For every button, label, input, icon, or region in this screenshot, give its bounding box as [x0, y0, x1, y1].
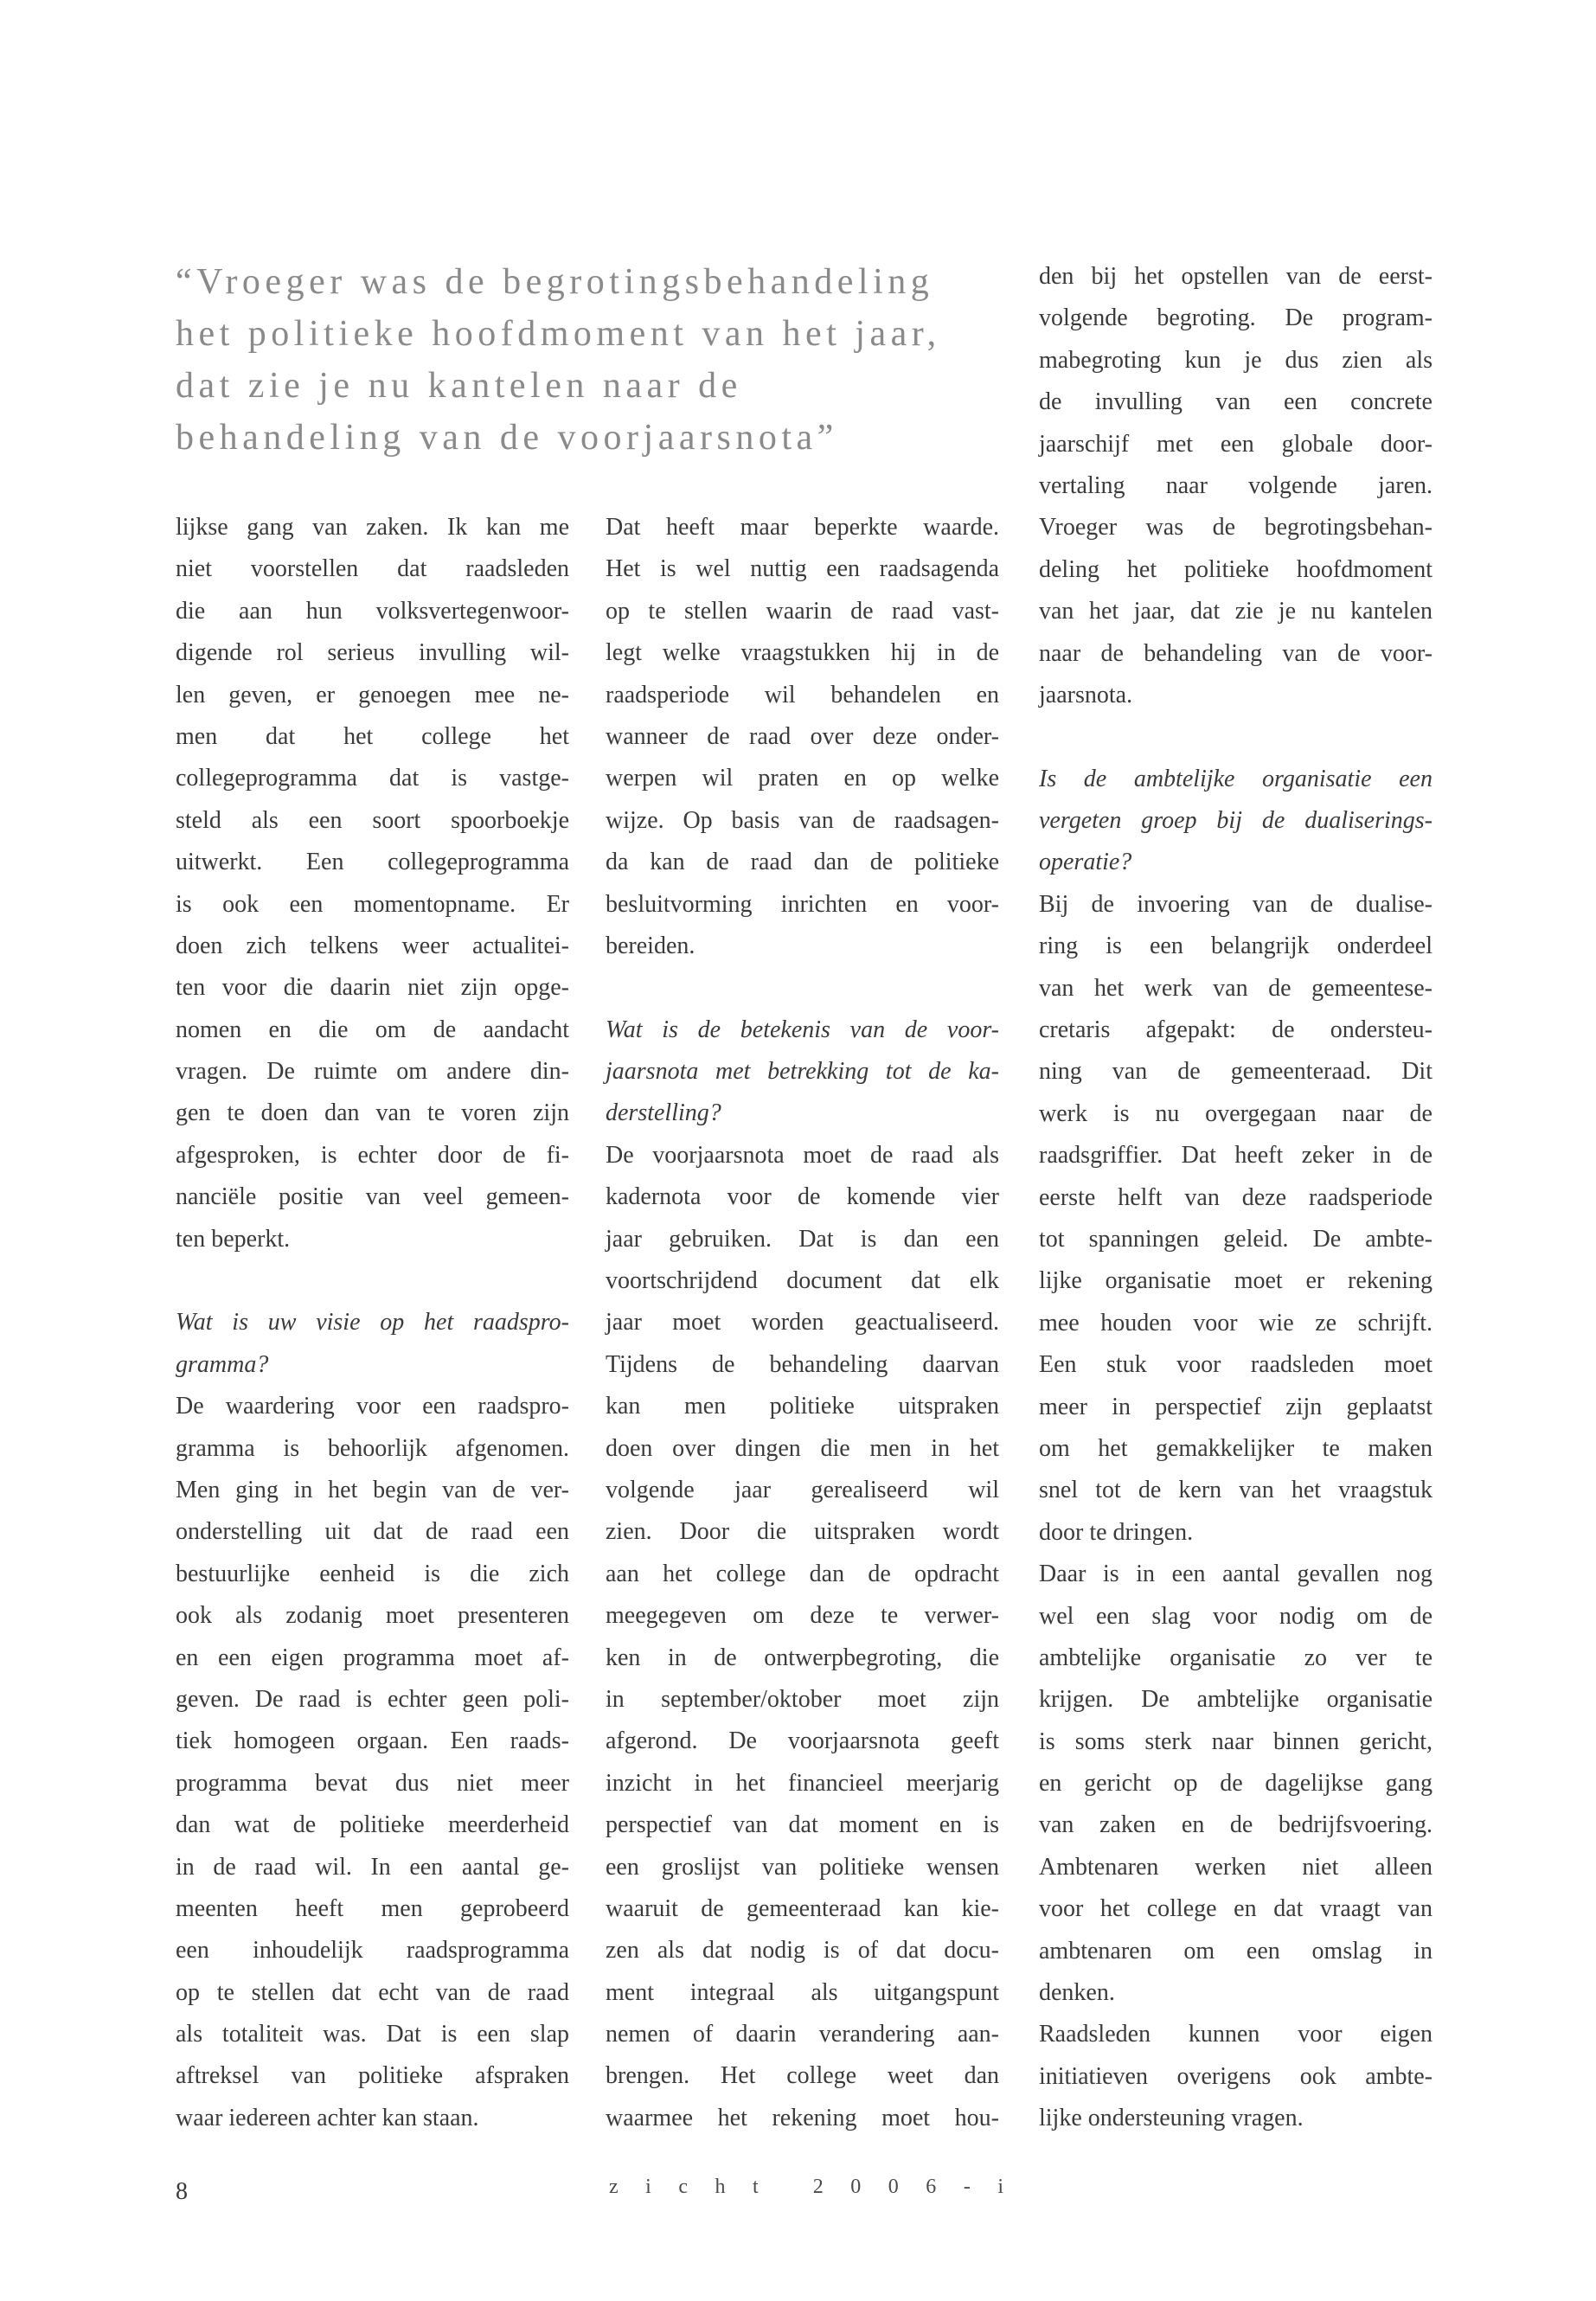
text-line: volgende begroting. De program- — [1039, 304, 1433, 332]
text-line: Men ging in het begin van de ver- — [176, 1476, 569, 1503]
text-line: inzicht in het financieel meerjarig — [606, 1769, 999, 1797]
pull-quote-line: het politieke hoofdmoment van het jaar, — [176, 314, 941, 354]
text-line: is ook een momentopname. Er — [176, 890, 569, 918]
text-line: len geven, er genoegen mee ne- — [176, 681, 569, 708]
footer-letter: i — [645, 2176, 651, 2198]
footer-letter: c — [678, 2176, 689, 2198]
text-line: ring is een belangrijk onderdeel — [1039, 933, 1433, 960]
text-column-3 — [1039, 256, 1433, 2140]
text-line: vertaling naar volgende jaren. — [1039, 471, 1433, 499]
text-line: Wat is de betekenis van de voor- — [606, 1016, 999, 1043]
paragraph — [176, 1386, 569, 2139]
text-line: Een stuk voor raadsleden moet — [1039, 1351, 1433, 1379]
text-line: De voorjaarsnota moet de raad als — [606, 1141, 999, 1169]
page-number: 8 — [176, 2178, 188, 2205]
footer-letter: - — [963, 2176, 971, 2198]
text-line: eerste helft van deze raadsperiode — [1039, 1183, 1433, 1211]
text-line: lijke organisatie moet er rekening — [1039, 1267, 1433, 1295]
text-line: doen zich telkens weer actualitei- — [176, 932, 569, 959]
text-line: afgesproken, is echter door de fi- — [176, 1141, 569, 1169]
text-line: gramma is behoorlijk afgenomen. — [176, 1434, 569, 1462]
text-line: doen over dingen die men in het — [606, 1434, 999, 1462]
text-line: aan het college dan de opdracht — [606, 1560, 999, 1587]
paragraph — [606, 507, 999, 967]
text-line: Ambtenaren werken niet alleen — [1039, 1853, 1433, 1881]
text-column-2 — [606, 507, 999, 2139]
text-line: wanneer de raad over deze onder- — [606, 722, 999, 750]
text-line: naar de behandeling van de voor- — [1039, 639, 1433, 667]
footer-letter: t — [753, 2176, 759, 2198]
text-line: wijze. Op basis van de raadsagen- — [606, 806, 999, 834]
text-line: aftreksel van politieke afspraken — [176, 2062, 569, 2090]
text-line: jaarsnota met betrekking tot de ka- — [606, 1058, 999, 1086]
footer-letter: 2 — [812, 2176, 824, 2198]
text-line: bereiden. — [606, 932, 695, 959]
text-line: operatie? — [1039, 849, 1132, 876]
text-line: in de raad wil. In een aantal ge- — [176, 1853, 569, 1881]
text-line: Bij de invoering van de dualise- — [1039, 890, 1433, 918]
footer-letter: 0 — [850, 2176, 862, 2198]
text-line: op te stellen dat echt van de raad — [176, 1978, 569, 2006]
interview-question — [606, 1009, 999, 1135]
text-line: Dat heeft maar beperkte waarde. — [606, 514, 999, 541]
text-line: gramma? — [176, 1350, 269, 1378]
text-line: Raadsleden kunnen voor eigen — [1039, 2021, 1433, 2048]
pull-quote-line: “Vroeger was de begrotingsbehandeling — [176, 262, 934, 302]
text-line: den bij het opstellen van de eerst- — [1039, 263, 1433, 290]
footer-letter: 6 — [926, 2176, 937, 2198]
text-line: Is de ambtelijke organisatie een — [1039, 765, 1433, 792]
text-line: Het is wel nuttig een raadsagenda — [606, 555, 999, 583]
text-line: door te dringen. — [1039, 1518, 1194, 1546]
text-line: programma bevat dus niet meer — [176, 1769, 569, 1797]
text-line: voortschrijdend document dat elk — [606, 1267, 999, 1295]
text-line: ken in de ontwerpbegroting, die — [606, 1644, 999, 1671]
text-line: bestuurlijke eenheid is die zich — [176, 1560, 569, 1587]
text-line: ning van de gemeenteraad. Dit — [1039, 1058, 1433, 1086]
text-line: geven. De raad is echter geen poli- — [176, 1685, 569, 1713]
text-line: dan wat de politieke meerderheid — [176, 1811, 569, 1839]
pull-quote-line: behandeling van de voorjaarsnota” — [176, 418, 838, 458]
text-line: van zaken en de bedrijfsvoering. — [1039, 1811, 1433, 1839]
text-line: ten beperkt. — [176, 1225, 291, 1253]
text-line: kadernota voor de komende vier — [606, 1183, 999, 1211]
text-line: op te stellen waarin de raad vast- — [606, 597, 999, 625]
text-line: nomen en die om de aandacht — [176, 1016, 569, 1043]
text-line: ten voor die daarin niet zijn opge- — [176, 974, 569, 1002]
text-line: die aan hun volksvertegenwoor- — [176, 597, 569, 625]
text-line: perspectief van dat moment en is — [606, 1811, 999, 1839]
text-line: de invulling van een concrete — [1039, 388, 1433, 416]
text-line: initiatieven overigens ook ambte- — [1039, 2062, 1433, 2090]
pull-quote — [176, 256, 989, 464]
text-line: meenten heeft men geprobeerd — [176, 1894, 569, 1922]
interview-question — [176, 1302, 569, 1386]
text-line: ambtenaren om een omslag in — [1039, 1937, 1433, 1965]
text-line: raadsgriffier. Dat heeft zeker in de — [1039, 1142, 1433, 1170]
text-line: meer in perspectief zijn geplaatst — [1039, 1393, 1433, 1420]
text-line: om het gemakkelijker te maken — [1039, 1434, 1433, 1462]
footer-letter: h — [715, 2176, 726, 2198]
text-line: besluitvorming inrichten en voor- — [606, 890, 999, 918]
interview-question — [1039, 759, 1433, 884]
text-line: digende rol serieus invulling wil- — [176, 639, 569, 667]
text-line: gen te doen dan van te voren zijn — [176, 1099, 569, 1127]
text-line: legt welke vraagstukken hij in de — [606, 639, 999, 667]
text-line: Daar is in een aantal gevallen nog — [1039, 1561, 1433, 1588]
text-line: lijke ondersteuning vragen. — [1039, 2105, 1304, 2132]
text-line: een groslijst van politieke wensen — [606, 1853, 999, 1881]
text-column-1 — [176, 507, 569, 2139]
text-line: brengen. Het college weet dan — [606, 2062, 999, 2090]
text-line: jaar gebruiken. Dat is dan een — [606, 1225, 999, 1253]
text-line: mabegroting kun je dus zien als — [1039, 346, 1433, 374]
text-line: en een eigen programma moet af- — [176, 1644, 569, 1671]
text-line: mee houden voor wie ze schrijft. — [1039, 1309, 1433, 1336]
text-line: Tijdens de behandeling daarvan — [606, 1350, 999, 1378]
text-line: niet voorstellen dat raadsleden — [176, 555, 569, 583]
text-line: De waardering voor een raadspro- — [176, 1393, 569, 1420]
text-line: waar iedereen achter kan staan. — [176, 2104, 479, 2131]
text-line: derstelling? — [606, 1099, 721, 1127]
text-line: jaarsnota. — [1039, 681, 1133, 708]
footer-letter: z — [609, 2176, 619, 2198]
text-line: men dat het college het — [176, 722, 569, 750]
text-line: onderstelling uit dat de raad een — [176, 1518, 569, 1546]
text-line: van het jaar, dat zie je nu kantelen — [1039, 598, 1433, 625]
magazine-footer — [609, 2176, 1003, 2199]
text-line: zien. Door die uitspraken wordt — [606, 1518, 999, 1546]
text-line: vragen. De ruimte om andere din- — [176, 1058, 569, 1086]
text-line: steld als een soort spoorboekje — [176, 806, 569, 834]
text-line: nanciële positie van veel gemeen- — [176, 1183, 569, 1211]
text-line: zen als dat nodig is of dat docu- — [606, 1937, 999, 1965]
paragraph — [176, 507, 569, 1260]
text-line: werpen wil praten en op welke — [606, 765, 999, 792]
text-line: van het werk van de gemeentese- — [1039, 974, 1433, 1002]
text-line: cretaris afgepakt: de ondersteu- — [1039, 1016, 1433, 1044]
text-line: krijgen. De ambtelijke organisatie — [1039, 1686, 1433, 1714]
text-line: da kan de raad dan de politieke — [606, 849, 999, 876]
footer-letter: i — [997, 2176, 1003, 2198]
text-line: lijkse gang van zaken. Ik kan me — [176, 514, 569, 541]
text-line: afgerond. De voorjaarsnota geeft — [606, 1727, 999, 1755]
text-line: raadsperiode wil behandelen en — [606, 681, 999, 708]
text-line: Vroeger was de begrotingsbehan- — [1039, 514, 1433, 542]
text-line: jaarschijf met een globale door- — [1039, 430, 1433, 458]
paragraph — [1039, 2014, 1433, 2139]
text-line: snel tot de kern van het vraagstuk — [1039, 1477, 1433, 1504]
text-line: waarmee het rekening moet hou- — [606, 2104, 999, 2131]
paragraph — [1039, 1554, 1433, 2014]
pull-quote-line: dat zie je nu kantelen naar de — [176, 366, 742, 406]
paragraph — [1039, 884, 1433, 1554]
text-line: vergeten groep bij de dualiserings- — [1039, 807, 1433, 835]
text-line: werk is nu overgegaan naar de — [1039, 1099, 1433, 1127]
text-line: volgende jaar gerealiseerd wil — [606, 1476, 999, 1503]
text-line: ambtelijke organisatie zo ver te — [1039, 1644, 1433, 1671]
text-line: tot spanningen geleid. De ambte- — [1039, 1225, 1433, 1253]
footer-letter: 0 — [888, 2176, 899, 2198]
text-line: voor het college en dat vraagt van — [1039, 1895, 1433, 1923]
text-line: tiek homogeen orgaan. Een raads- — [176, 1727, 569, 1755]
text-line: ment integraal als uitgangspunt — [606, 1978, 999, 2006]
text-line: is soms sterk naar binnen gericht, — [1039, 1727, 1433, 1755]
text-line: kan men politieke uitspraken — [606, 1393, 999, 1420]
text-line: in september/oktober moet zijn — [606, 1685, 999, 1713]
text-line: wel een slag voor nodig om de — [1039, 1602, 1433, 1630]
text-line: jaar moet worden geactualiseerd. — [606, 1309, 999, 1336]
paragraph — [606, 1135, 999, 2139]
text-line: nemen of daarin verandering aan- — [606, 2021, 999, 2048]
text-line: meegegeven om deze te verwer- — [606, 1602, 999, 1630]
text-line: Wat is uw visie op het raadspro- — [176, 1309, 569, 1336]
text-line: en gericht op de dagelijkse gang — [1039, 1770, 1433, 1798]
text-line: collegeprogramma dat is vastge- — [176, 765, 569, 792]
paragraph — [1039, 256, 1433, 716]
text-line: deling het politieke hoofdmoment — [1039, 555, 1433, 583]
text-line: een inhoudelijk raadsprogramma — [176, 1937, 569, 1965]
text-line: ook als zodanig moet presenteren — [176, 1602, 569, 1630]
text-line: uitwerkt. Een collegeprogramma — [176, 849, 569, 876]
text-line: als totaliteit was. Dat is een slap — [176, 2021, 569, 2048]
text-line: waaruit de gemeenteraad kan kie- — [606, 1894, 999, 1922]
text-line: denken. — [1039, 1979, 1115, 2007]
